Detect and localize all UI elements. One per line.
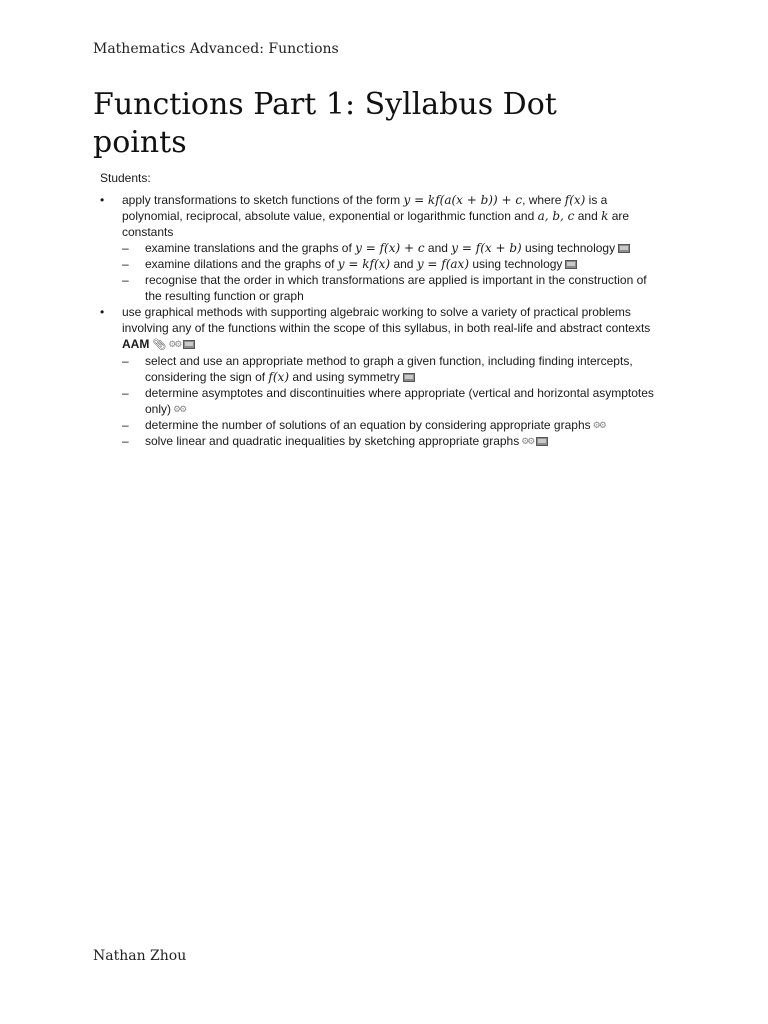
sub-point-text: examine translations and the graphs of	[145, 241, 356, 255]
math-expression: y = kf(x)	[337, 257, 391, 271]
sub-point-text: and	[390, 257, 417, 271]
sub-point	[122, 433, 660, 449]
sub-point-text: examine dilations and the graphs of	[145, 257, 338, 271]
bullet-item	[100, 192, 660, 304]
math-expression: y = kf(a(x + b)) + c	[403, 193, 523, 207]
sub-point	[122, 256, 660, 272]
math-expression: f(x)	[268, 370, 289, 384]
page-title: Functions Part 1: Syllabus Dot points	[93, 87, 557, 160]
computer-monitor-icon	[618, 244, 630, 253]
sub-point	[122, 272, 660, 304]
bullet-text: , where	[522, 193, 565, 207]
sub-point-text: select and use an appropriate method to graph a given function, including finding intercepts, considering the sign of	[145, 354, 633, 384]
dash-marker: –	[122, 273, 129, 287]
bullet-marker: •	[100, 305, 105, 319]
computer-monitor-icon	[565, 260, 577, 269]
sub-point-list	[122, 240, 660, 304]
page-footer-author: Nathan Zhou	[93, 948, 187, 964]
gears-icon: ⚙⚙	[168, 339, 181, 349]
paperclip-icon: 📎︎	[152, 339, 167, 351]
sub-point-text: determine the number of solutions of an equation by considering appropriate graphs	[145, 418, 591, 432]
sub-point-text: using technology	[469, 257, 563, 271]
bullet-item	[100, 304, 660, 449]
sub-point-text: and using symmetry	[289, 370, 400, 384]
sub-point-list	[122, 353, 660, 449]
math-expression: y = f(x) + c	[355, 241, 425, 255]
bullet-marker: •	[100, 193, 105, 207]
sub-point	[122, 417, 660, 433]
computer-monitor-icon	[183, 340, 195, 349]
aam-tag: AAM	[122, 337, 150, 351]
bullet-text: and	[574, 209, 602, 223]
sub-point	[122, 240, 660, 256]
syllabus-excerpt	[100, 170, 660, 449]
dash-marker: –	[122, 257, 129, 271]
bullet-text: use graphical methods with supporting algebraic working to solve a variety of practical problems involving any of the functions within the scope of this syllabus, in both real-life and abstract contexts	[122, 305, 651, 335]
math-expression: a, b, c	[537, 209, 575, 223]
gears-icon: ⚙⚙	[173, 404, 186, 414]
dash-marker: –	[122, 386, 129, 400]
dash-marker: –	[122, 434, 129, 448]
gears-icon: ⚙⚙	[592, 420, 605, 430]
bullet-text: are constants	[122, 209, 630, 239]
math-expression: f(x)	[564, 193, 586, 207]
gears-icon: ⚙⚙	[521, 436, 534, 446]
sub-point-text: recognise that the order in which transformations are applied is important in the construction of the resulting function or graph	[145, 273, 647, 303]
math-expression: k	[601, 209, 609, 223]
sub-point-text: and	[424, 241, 452, 255]
dash-marker: –	[122, 418, 129, 432]
sub-point	[122, 353, 660, 385]
sub-point-text: using technology	[521, 241, 616, 255]
bullet-text: is a polynomial, reciprocal, absolute value, exponential or logarithmic function and	[122, 193, 608, 223]
students-label: Students:	[100, 171, 151, 185]
computer-monitor-icon	[403, 373, 415, 382]
dash-marker: –	[122, 354, 129, 368]
bullet-text: apply transformations to sketch functions of the form	[122, 193, 404, 207]
dash-marker: –	[122, 241, 129, 255]
sub-point-text: solve linear and quadratic inequalities by sketching appropriate graphs	[145, 434, 520, 448]
math-expression: y = f(ax)	[416, 257, 470, 271]
page-header: Mathematics Advanced: Functions	[93, 41, 339, 57]
math-expression: y = f(x + b)	[451, 241, 522, 255]
computer-monitor-icon	[536, 437, 548, 446]
sub-point-text: determine asymptotes and discontinuities where appropriate (vertical and horizontal asymptotes only)	[145, 386, 654, 416]
syllabus-bullet-list	[100, 192, 660, 449]
sub-point	[122, 385, 660, 417]
